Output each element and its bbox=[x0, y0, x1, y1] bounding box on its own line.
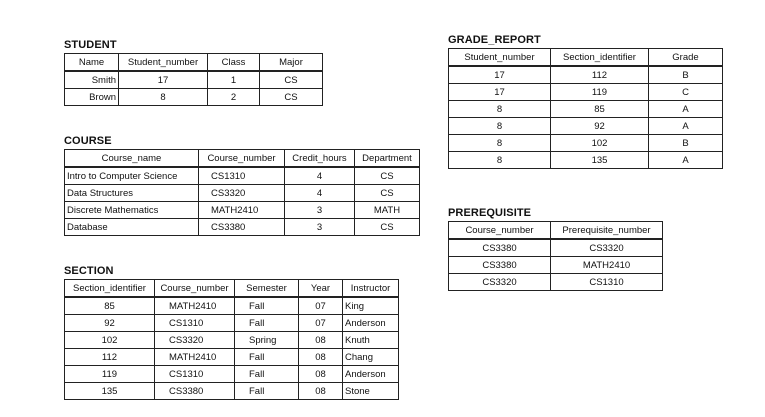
table-row bbox=[65, 349, 399, 366]
table-cell: Discrete Mathematics bbox=[65, 202, 199, 219]
table-cell: 4 bbox=[285, 185, 355, 202]
table-row bbox=[65, 315, 399, 332]
table-cell: 112 bbox=[65, 349, 155, 366]
table-cell: 102 bbox=[65, 332, 155, 349]
column-header: Major bbox=[260, 54, 323, 72]
table-cell: 85 bbox=[65, 297, 155, 315]
table-cell: 119 bbox=[551, 84, 649, 101]
table-cell: 3 bbox=[285, 219, 355, 236]
table-cell: Anderson bbox=[343, 315, 399, 332]
table-cell: CS bbox=[260, 71, 323, 89]
column-header: Grade bbox=[649, 49, 723, 67]
table-cell: 92 bbox=[551, 118, 649, 135]
table-cell: A bbox=[649, 152, 723, 169]
column-header: Semester bbox=[235, 280, 299, 298]
table-cell: 102 bbox=[551, 135, 649, 152]
table-cell: Stone bbox=[343, 383, 399, 400]
grade-report-table-block bbox=[448, 34, 723, 169]
table-cell: CS1310 bbox=[551, 274, 663, 291]
table-cell: Smith bbox=[65, 71, 119, 89]
table-header-row bbox=[449, 49, 723, 67]
table-cell: MATH2410 bbox=[155, 349, 235, 366]
table-row bbox=[449, 152, 723, 169]
table-cell: CS3380 bbox=[199, 219, 285, 236]
table-cell: CS bbox=[355, 219, 420, 236]
column-header: Prerequisite_number bbox=[551, 222, 663, 240]
table-row bbox=[65, 71, 323, 89]
table-cell: CS bbox=[355, 167, 420, 185]
table-cell: A bbox=[649, 101, 723, 118]
table-cell: 2 bbox=[208, 89, 260, 106]
table-cell: Spring bbox=[235, 332, 299, 349]
column-header: Department bbox=[355, 150, 420, 168]
table-cell: CS1310 bbox=[155, 366, 235, 383]
table-cell: 8 bbox=[449, 118, 551, 135]
table-row bbox=[449, 101, 723, 118]
table-header-row bbox=[65, 150, 420, 168]
prerequisite-table-block bbox=[448, 207, 663, 291]
table-row bbox=[65, 219, 420, 236]
student-table-block bbox=[64, 39, 323, 106]
column-header: Credit_hours bbox=[285, 150, 355, 168]
course-table-block bbox=[64, 135, 420, 236]
table-row bbox=[449, 84, 723, 101]
table-row bbox=[65, 185, 420, 202]
table-cell: C bbox=[649, 84, 723, 101]
section-table-block bbox=[64, 265, 399, 400]
table-cell: 08 bbox=[299, 366, 343, 383]
table-cell: Intro to Computer Science bbox=[65, 167, 199, 185]
table-cell: 08 bbox=[299, 332, 343, 349]
column-header: Name bbox=[65, 54, 119, 72]
table-row bbox=[65, 89, 323, 106]
column-header: Course_number bbox=[199, 150, 285, 168]
table-cell: Data Structures bbox=[65, 185, 199, 202]
table-cell: Fall bbox=[235, 297, 299, 315]
table-cell: B bbox=[649, 135, 723, 152]
table-cell: 135 bbox=[551, 152, 649, 169]
table-cell: A bbox=[649, 118, 723, 135]
table-cell: 135 bbox=[65, 383, 155, 400]
student-table-title: STUDENT bbox=[64, 39, 117, 51]
table-cell: 8 bbox=[449, 135, 551, 152]
column-header: Course_name bbox=[65, 150, 199, 168]
table-cell: 07 bbox=[299, 315, 343, 332]
table-cell: 119 bbox=[65, 366, 155, 383]
table-cell: MATH bbox=[355, 202, 420, 219]
course-table bbox=[64, 149, 420, 236]
column-header: Student_number bbox=[119, 54, 208, 72]
table-cell: 112 bbox=[551, 66, 649, 84]
grade-report-table-title: GRADE_REPORT bbox=[448, 34, 541, 46]
table-row bbox=[449, 257, 663, 274]
prerequisite-table-title: PREREQUISITE bbox=[448, 207, 532, 219]
table-cell: Knuth bbox=[343, 332, 399, 349]
table-cell: CS3320 bbox=[199, 185, 285, 202]
column-header: Section_identifier bbox=[65, 280, 155, 298]
table-cell: Database bbox=[65, 219, 199, 236]
table-cell: Anderson bbox=[343, 366, 399, 383]
table-cell: Fall bbox=[235, 349, 299, 366]
table-row bbox=[65, 332, 399, 349]
table-cell: MATH2410 bbox=[551, 257, 663, 274]
table-cell: CS1310 bbox=[155, 315, 235, 332]
table-row bbox=[449, 239, 663, 257]
table-cell: 92 bbox=[65, 315, 155, 332]
table-cell: CS3380 bbox=[155, 383, 235, 400]
column-header: Section_identifier bbox=[551, 49, 649, 67]
table-cell: MATH2410 bbox=[155, 297, 235, 315]
table-cell: Brown bbox=[65, 89, 119, 106]
table-row bbox=[449, 274, 663, 291]
table-cell: 8 bbox=[449, 152, 551, 169]
table-cell: 17 bbox=[119, 71, 208, 89]
table-row bbox=[65, 167, 420, 185]
table-cell: 8 bbox=[449, 101, 551, 118]
table-cell: 08 bbox=[299, 349, 343, 366]
table-cell: 85 bbox=[551, 101, 649, 118]
table-row bbox=[65, 366, 399, 383]
table-cell: CS bbox=[355, 185, 420, 202]
table-cell: 3 bbox=[285, 202, 355, 219]
table-cell: MATH2410 bbox=[199, 202, 285, 219]
student-table bbox=[64, 53, 323, 106]
table-header-row bbox=[65, 280, 399, 298]
table-cell: 07 bbox=[299, 297, 343, 315]
column-header: Year bbox=[299, 280, 343, 298]
table-cell: Chang bbox=[343, 349, 399, 366]
table-cell: CS1310 bbox=[199, 167, 285, 185]
table-row bbox=[449, 66, 723, 84]
table-cell: CS3380 bbox=[449, 257, 551, 274]
column-header: Course_number bbox=[449, 222, 551, 240]
table-row bbox=[65, 383, 399, 400]
table-cell: 1 bbox=[208, 71, 260, 89]
table-cell: 17 bbox=[449, 66, 551, 84]
table-cell: CS3380 bbox=[449, 239, 551, 257]
grade-report-table bbox=[448, 48, 723, 169]
table-header-row bbox=[65, 54, 323, 72]
table-row bbox=[65, 297, 399, 315]
table-cell: CS3320 bbox=[449, 274, 551, 291]
table-cell: CS3320 bbox=[551, 239, 663, 257]
table-cell: 17 bbox=[449, 84, 551, 101]
table-row bbox=[449, 118, 723, 135]
table-cell: Fall bbox=[235, 383, 299, 400]
table-row bbox=[449, 135, 723, 152]
table-cell: King bbox=[343, 297, 399, 315]
table-row bbox=[65, 202, 420, 219]
section-table-title: SECTION bbox=[64, 265, 114, 277]
course-table-title: COURSE bbox=[64, 135, 112, 147]
table-cell: CS3320 bbox=[155, 332, 235, 349]
table-cell: Fall bbox=[235, 315, 299, 332]
column-header: Class bbox=[208, 54, 260, 72]
column-header: Student_number bbox=[449, 49, 551, 67]
table-cell: CS bbox=[260, 89, 323, 106]
section-table bbox=[64, 279, 399, 400]
table-header-row bbox=[449, 222, 663, 240]
table-cell: B bbox=[649, 66, 723, 84]
table-cell: 8 bbox=[119, 89, 208, 106]
prerequisite-table bbox=[448, 221, 663, 291]
column-header: Instructor bbox=[343, 280, 399, 298]
table-cell: 4 bbox=[285, 167, 355, 185]
table-cell: 08 bbox=[299, 383, 343, 400]
table-cell: Fall bbox=[235, 366, 299, 383]
column-header: Course_number bbox=[155, 280, 235, 298]
